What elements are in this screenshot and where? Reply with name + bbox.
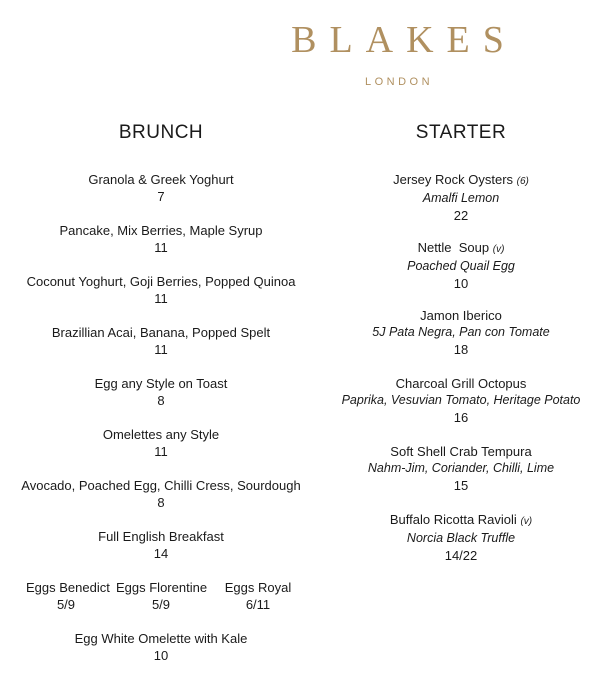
brunch-title: BRUNCH: [118, 122, 204, 143]
menu-item-price: 10: [153, 648, 169, 663]
menu-item-name: Granola & Greek Yoghurt: [88, 172, 234, 187]
starter-section: [330, 0, 592, 700]
menu-item-name: Brazillian Acai, Banana, Popped Spelt: [51, 325, 271, 340]
menu-item: [10, 171, 312, 205]
menu-item-price: 11: [154, 342, 168, 357]
brand-location: LONDON: [364, 76, 434, 88]
menu-item-name: Eggs Benedict: [26, 580, 110, 595]
menu-item-price: 5/9: [56, 597, 76, 612]
menu-item-note: (v): [492, 244, 505, 255]
menu-item-note: (6): [516, 176, 529, 187]
menu-item: [10, 630, 312, 664]
menu-item-price: 6/11: [245, 597, 271, 612]
menu-item-name-line: [330, 171, 592, 190]
menu-item: [10, 477, 312, 511]
menu-item-name: Eggs Florentine: [116, 580, 208, 595]
menu-item-price: 14/22: [444, 548, 478, 563]
menu-item: [10, 426, 312, 460]
menu-item-name: Buffalo Ricotta Ravioli: [389, 512, 517, 527]
menu-item-price: 14: [153, 546, 169, 561]
menu-item-price: 7: [157, 189, 165, 204]
menu-item-name: Soft Shell Crab Tempura: [390, 444, 532, 459]
menu-item-price: 18: [453, 342, 469, 357]
menu-item-price: 10: [453, 276, 469, 291]
menu-item-price: 8: [157, 393, 165, 408]
menu-item-name: Jersey Rock Oysters: [393, 172, 514, 187]
menu-item-price: 16: [453, 410, 469, 425]
menu-item-description: Paprika, Vesuvian Tomato, Heritage Potato: [341, 393, 581, 407]
menu-item-name: Egg any Style on Toast: [94, 376, 228, 391]
menu-item-name: Omelettes any Style: [102, 427, 220, 442]
starter-title: STARTER: [415, 122, 507, 143]
menu-item-description: Amalfi Lemon: [422, 191, 500, 205]
menu-item: [330, 171, 592, 224]
menu-item: [10, 273, 312, 307]
menu-item-name: Coconut Yoghurt, Goji Berries, Popped Quinoa: [26, 274, 296, 289]
menu-item-name: Nettle Soup: [417, 240, 490, 255]
menu-item-price: 22: [453, 208, 469, 223]
menu-item-price: 5/9: [151, 597, 171, 612]
brunch-section: [10, 0, 312, 700]
menu-item-name: Full English Breakfast: [98, 529, 224, 544]
menu-item: [330, 239, 592, 292]
menu-item: [330, 307, 592, 358]
menu-item: [330, 443, 592, 494]
menu-item-price: 11: [154, 240, 168, 255]
menu-item: [10, 324, 312, 358]
menu-item-price: 11: [154, 291, 168, 306]
menu-item-description: 5J Pata Negra, Pan con Tomate: [372, 325, 550, 339]
menu-item-description: Norcia Black Truffle: [406, 531, 516, 545]
menu-item-name: Eggs Royal: [224, 580, 292, 595]
menu-item-name: Jamon Iberico: [420, 308, 502, 323]
menu-item-note: (v): [520, 516, 533, 527]
menu-item: [330, 375, 592, 426]
menu-item-name: Pancake, Mix Berries, Maple Syrup: [59, 223, 263, 238]
brand-logo: BLAKES: [291, 19, 517, 61]
menu-item: [10, 375, 312, 409]
menu-item-description: Nahm-Jim, Coriander, Chilli, Lime: [367, 461, 555, 475]
menu-item: [26, 579, 110, 613]
menu-item-name: Charcoal Grill Octopus: [395, 376, 527, 391]
menu-item-name-line: [330, 511, 592, 530]
menu-item-name-line: [330, 239, 592, 258]
menu-item-description: Poached Quail Egg: [407, 259, 515, 273]
menu-item: [10, 222, 312, 256]
menu-item-price: 15: [453, 478, 469, 493]
menu-item: [330, 511, 592, 564]
menu-item: [218, 579, 298, 613]
menu-item-price: 11: [154, 444, 168, 459]
menu-item: [116, 579, 206, 613]
menu-item-price: 8: [157, 495, 165, 510]
menu-item: [10, 528, 312, 562]
menu-item-name: Avocado, Poached Egg, Chilli Cress, Sourdough: [21, 478, 301, 493]
menu-item-name: Egg White Omelette with Kale: [74, 631, 248, 646]
